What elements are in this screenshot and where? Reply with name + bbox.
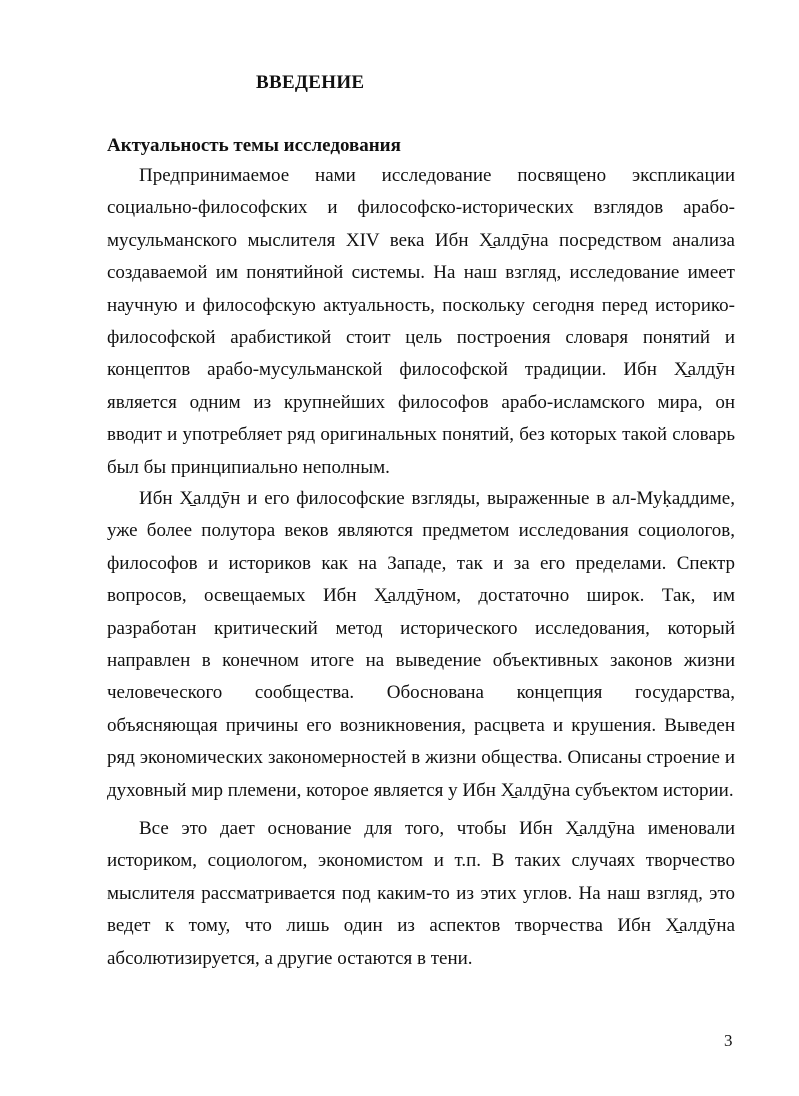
paragraph-2: Ибн Х̱алдӯн и его философские взгляды, выраженные в ал-Муḳаддиме, уже более полутора веков являются предметом исследования социологов, философов и историков как на Западе, так и за его пределами. Спектр вопросов, освещаемых Ибн Х̱алдӯном, достаточно широк. Так, им разработан критический метод исторического исследования, который направлен в конечном итоге на выведение объективных законов жизни человеческого сообщества. Обоснована концепция государства, объясняющая причины его возникновения, расцвета и крушения. Выведен ряд экономических закономерностей в жизни общества. Описаны строение и духовный мир племени, которое является у Ибн Х̱алдӯна субъектом истории. (107, 488, 735, 801)
page-title: ВВЕДЕНИЕ (256, 72, 365, 93)
section-heading: Актуальность темы исследования (107, 135, 401, 156)
paragraph-3: Все это дает основание для того, чтобы Ибн Х̱алдӯна именовали историком, социологом, экономистом и т.п. В таких случаях творчество мыслителя рассматривается под каким-то из этих углов. На наш взгляд, это ведет к тому, что лишь один из аспектов творчества Ибн Х̱алдӯна абсолютизируется, а другие остаются в тени. (107, 818, 735, 969)
page-number: 3 (724, 1031, 733, 1050)
paragraph-1: Предпринимаемое нами исследование посвящено экспликации социально-философских и философско-исторических взглядов арабо-мусульманского мыслителя XIV века Ибн Х̱алдӯна посредством анализа создаваемой им понятийной системы. На наш взгляд, исследование имеет научную и философскую актуальность, поскольку сегодня перед историко-философской арабистикой стоит цель построения словаря понятий и концептов арабо-мусульманской философской традиции. Ибн Х̱алдӯн является одним из крупнейших философов арабо-исламского мира, он вводит и употребляет ряд оригинальных понятий, без которых такой словарь был бы принципиально неполным. (107, 165, 735, 478)
